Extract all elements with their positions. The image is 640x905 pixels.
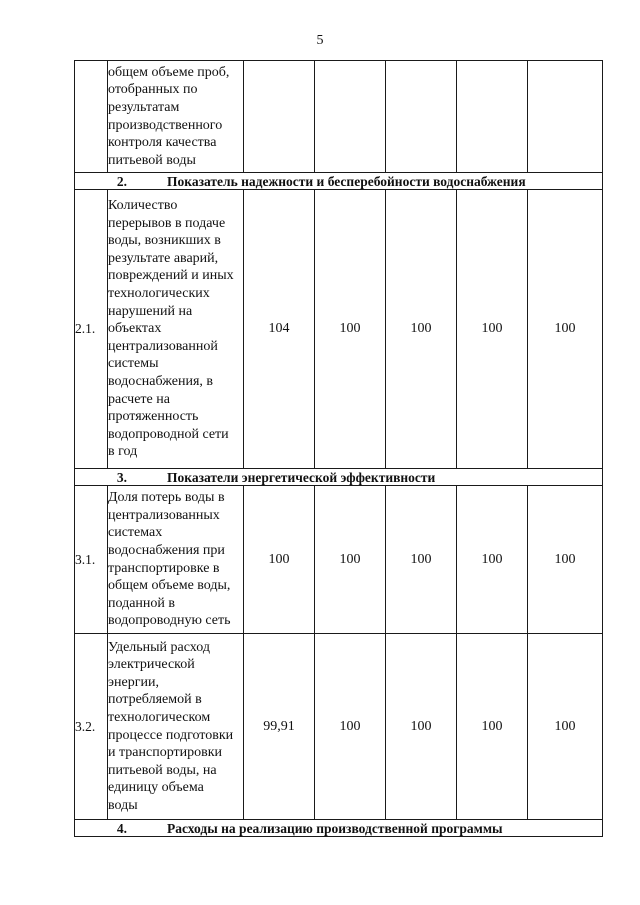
indicator-line: производственного (108, 117, 223, 133)
value-cell: 100 (457, 190, 528, 469)
indicator-line: технологических (108, 286, 210, 302)
value-cell: 100 (386, 190, 457, 469)
value-cell: 100 (315, 190, 386, 469)
indicator-name (108, 486, 244, 634)
indicator-line: объектах (108, 321, 162, 337)
section-number: 2. (116, 173, 127, 189)
indicator-line: повреждений и иных (108, 268, 234, 284)
section-header-row (75, 820, 603, 837)
value-cell: 100 (457, 486, 528, 634)
section-header (75, 173, 603, 190)
indicator-line: единицу объема (108, 780, 204, 796)
indicator-line: в год (108, 444, 138, 460)
value-cell: 100 (457, 634, 528, 820)
indicator-line: воды (108, 797, 138, 813)
row-number (75, 61, 108, 173)
indicator-line: и транспортировки (108, 745, 223, 761)
indicator-line: технологическом (108, 709, 211, 725)
section-header-row (75, 469, 603, 486)
value-cell: 100 (315, 486, 386, 634)
section-number: 3. (116, 469, 127, 485)
value-cell: 100 (244, 486, 315, 634)
page-number: 5 (316, 33, 324, 48)
indicator-line: потребляемой в (108, 692, 202, 708)
indicator-line: результатам (108, 99, 180, 115)
value-cell: 100 (528, 486, 603, 634)
indicator-name (108, 190, 244, 469)
indicator-line: отобранных по (108, 82, 198, 98)
indicator-line: Количество (108, 198, 178, 214)
section-title: Показатели энергетической эффективности (167, 469, 436, 485)
indicators-table (74, 60, 603, 837)
value-cell: 99,91 (244, 634, 315, 820)
indicator-line: водоснабжения при (108, 542, 225, 558)
section-title: Расходы на реализацию производственной программы (167, 820, 503, 836)
indicator-line: воды, возникших в (108, 233, 221, 249)
value-cell (244, 61, 315, 173)
indicator-line: Доля потерь воды в (108, 490, 225, 506)
indicator-line: протяженность (108, 409, 199, 425)
indicator-line: питьевой воды, на (108, 762, 217, 778)
table-row (75, 190, 603, 469)
section-title: Показатель надежности и бесперебойности водоснабжения (167, 173, 526, 189)
indicator-line: общем объеме воды, (108, 578, 231, 594)
section-header (75, 469, 603, 486)
table-row-continued (75, 61, 603, 173)
indicator-line: расчете на (108, 391, 170, 407)
value-cell (528, 61, 603, 173)
row-number: 3.2. (75, 634, 108, 820)
value-cell: 104 (244, 190, 315, 469)
indicator-line: контроля качества (108, 135, 217, 151)
table-row (75, 486, 603, 634)
indicator-line: транспортировке в (108, 560, 220, 576)
value-cell: 100 (528, 190, 603, 469)
indicator-line: централизованных (108, 507, 220, 523)
indicator-line: результате аварий, (108, 250, 219, 266)
indicator-line: системы (108, 356, 159, 372)
section-header-row (75, 173, 603, 190)
indicator-line: поданной в (108, 595, 176, 611)
table-row (75, 634, 603, 820)
value-cell (315, 61, 386, 173)
row-number: 2.1. (75, 190, 108, 469)
section-number: 4. (116, 820, 127, 836)
indicator-line: нарушений на (108, 303, 193, 319)
indicator-name (108, 634, 244, 820)
value-cell: 100 (386, 486, 457, 634)
indicator-line: перерывов в подаче (108, 215, 226, 231)
row-number: 3.1. (75, 486, 108, 634)
section-header (75, 820, 603, 837)
indicator-line: процессе подготовки (108, 727, 234, 743)
value-cell: 100 (386, 634, 457, 820)
indicator-line: системах (108, 525, 163, 541)
indicator-line: централизованной (108, 338, 218, 354)
indicator-line: Удельный расход (108, 639, 210, 655)
value-cell: 100 (315, 634, 386, 820)
indicator-line: общем объеме проб, (108, 64, 230, 80)
value-cell (457, 61, 528, 173)
indicator-line: водопроводной сети (108, 426, 229, 442)
indicator-line: питьевой воды (108, 152, 196, 168)
indicator-name (108, 61, 244, 173)
value-cell: 100 (528, 634, 603, 820)
indicator-line: электрической (108, 657, 195, 673)
indicator-line: энергии, (108, 674, 159, 690)
indicator-line: водопроводную сеть (108, 613, 231, 629)
indicator-line: водоснабжения, в (108, 373, 214, 389)
value-cell (386, 61, 457, 173)
